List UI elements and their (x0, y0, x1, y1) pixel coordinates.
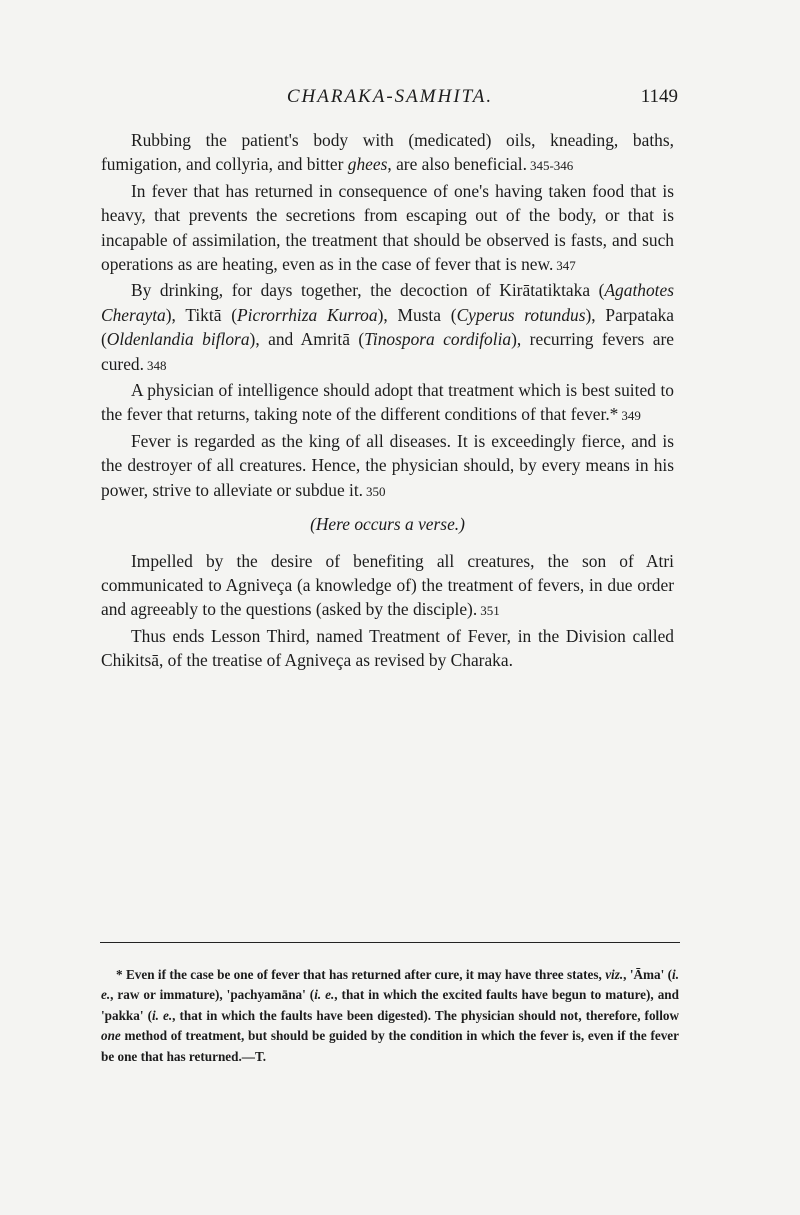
text-run: ), recurring fevers are cured. (101, 329, 674, 374)
italic-text: i. e. (314, 987, 335, 1003)
page-number: 1149 (640, 86, 678, 107)
paragraph (101, 128, 674, 179)
italic-text: Oldenlandia biflora (106, 329, 250, 350)
paragraph (101, 624, 674, 673)
text-run: Thus ends Lesson Third, named Treatment of Fever, in the Division called Chikitsā, of the treatise of Agniveça as revised by Charaka. (101, 625, 674, 671)
italic-text: Cyperus rotundus (456, 304, 586, 325)
italic-text: one (101, 1028, 121, 1044)
verse-reference-number: 350 (366, 483, 386, 499)
text-run: Fever is regarded as the king of all diseases. It is exceedingly fierce, and is the destroyer of all creatures. Hence, the physician should, by every means in his power, strive to alleviate or subdue it. (101, 430, 674, 500)
italic-text: ghees (347, 154, 388, 175)
paragraph (101, 378, 674, 429)
running-title: CHARAKA-SAMHITA. (286, 86, 494, 107)
paragraph (101, 429, 674, 504)
verse-reference-number: 345-346 (529, 158, 574, 174)
verse-note: (Here occurs a verse.) (310, 514, 465, 535)
text-run: * Even if the case be one of fever that has returned after cure, it may have three states, (116, 967, 606, 982)
main-text (101, 128, 674, 673)
paragraph (101, 549, 674, 624)
footnote-divider (100, 942, 680, 943)
text-run: ), Parpataka ( (101, 304, 674, 350)
paragraph (101, 179, 674, 279)
text-run: A physician of intelligence should adopt that treatment which is best suited to the fever that returns, taking note of the different conditions of that fever.* (101, 380, 674, 425)
italic-text: i. e. (151, 1007, 173, 1023)
page-header (100, 86, 680, 112)
text-run: ), and Amritā ( (249, 329, 365, 350)
text-run: , 'Āma' ( (623, 967, 673, 982)
paragraph (101, 278, 674, 378)
text-run: , that in which the faults have been digested). The physician should not, therefore, follow (172, 1007, 679, 1023)
italic-text: Agathotes Cherayta (101, 280, 674, 325)
text-run: method of treatment, but should be guided by the condition in which the fever is, even if the fever be one that has returned.—T. (101, 1028, 679, 1064)
verse-reference-number: 348 (146, 357, 167, 373)
text-run: , that in which the excited faults have begun to mature), and 'pakka' ( (101, 987, 679, 1023)
text-run: ), Tiktā ( (165, 304, 238, 325)
italic-text: i. e. (101, 967, 679, 1003)
text-run: Rubbing the patient's body with (medicated) oils, kneading, baths, fumigation, and collyria, and bitter (101, 130, 674, 175)
text-run: ), Musta ( (377, 304, 457, 325)
text-run: Impelled by the desire of benefiting all creatures, the son of Atri communicated to Agniveça (a knowledge of) the treatment of fevers, in due order and agreeably to the questions (asked by the disciple). (101, 550, 674, 620)
italic-text: Tinospora cordifolia (364, 329, 512, 350)
text-run: In fever that has returned in consequence of one's having taken food that is heavy, that prevents the secretions from escaping out of the body, or that is incapable of assimilation, the treatment that should be observed is fasts, and such operations as are heating, even as in the case of fever that is new. (101, 180, 674, 275)
footnote (101, 965, 679, 1067)
verse-reference-number: 349 (621, 408, 641, 424)
text-run: , are also beneficial. (387, 154, 527, 175)
verse-reference-number: 347 (556, 258, 576, 274)
verse-reference-number: 351 (480, 603, 500, 619)
paragraphs-after-verse (101, 549, 674, 673)
italic-text: viz. (605, 967, 624, 982)
text-run: , raw or immature), 'pachyamāna' ( (110, 987, 315, 1003)
italic-text: Picrorrhiza Kurroa (237, 304, 378, 325)
paragraphs-before-verse (101, 128, 674, 504)
text-run: By drinking, for days together, the decoction of Kirātatiktaka ( (131, 280, 605, 301)
